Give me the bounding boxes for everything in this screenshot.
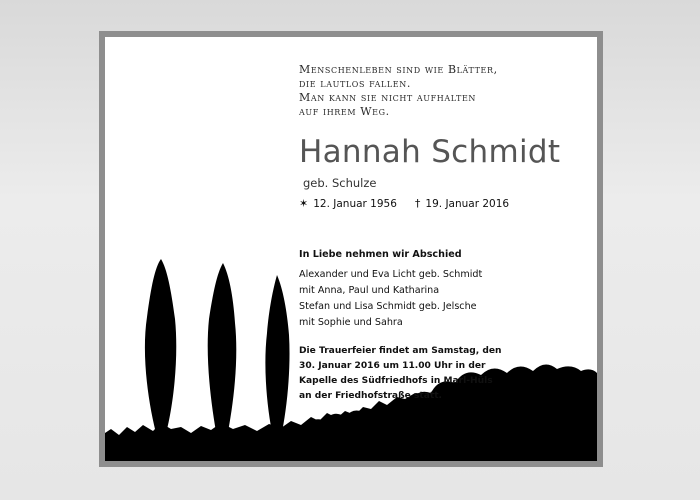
obituary-frame (99, 31, 603, 467)
birth-date: 12. Januar 1956 (313, 198, 397, 210)
quote-line: Man kann sie nicht aufhalten (299, 91, 476, 104)
mourner-line: mit Sophie und Sahra (299, 317, 403, 328)
quote-line: die lautlos fallen. (299, 77, 411, 90)
farewell-heading: In Liebe nehmen wir Abschied (299, 249, 462, 260)
ceremony-line: an der Friedhofstraße statt. (299, 391, 442, 401)
quote-line: Menschenleben sind wie Blätter, (299, 63, 498, 76)
mourner-line: mit Anna, Paul und Katharina (299, 285, 440, 296)
ceremony-line: Die Trauerfeier findet am Samstag, den (299, 346, 502, 356)
deceased-name: Hannah Schmidt (299, 134, 561, 170)
maiden-name: geb. Schulze (303, 176, 377, 190)
ceremony-info (299, 344, 589, 404)
life-dates (299, 197, 509, 210)
mourner-line: Alexander und Eva Licht geb. Schmidt (299, 269, 483, 280)
birth-star-icon: ✶ (299, 197, 309, 210)
farewell-section (299, 247, 589, 331)
epitaph-quote (299, 63, 589, 119)
obituary-card (105, 37, 597, 461)
death-date: 19. Januar 2016 (425, 198, 510, 210)
ceremony-line: 30. Januar 2016 um 11.00 Uhr in der (299, 361, 486, 371)
quote-line: auf ihrem Weg. (299, 105, 390, 118)
death-cross-icon: † (414, 197, 421, 210)
mourner-line: Stefan und Lisa Schmidt geb. Jelsche (299, 301, 477, 312)
ceremony-line: Kapelle des Südfriedhofs in Marl-Hüls (299, 376, 493, 386)
